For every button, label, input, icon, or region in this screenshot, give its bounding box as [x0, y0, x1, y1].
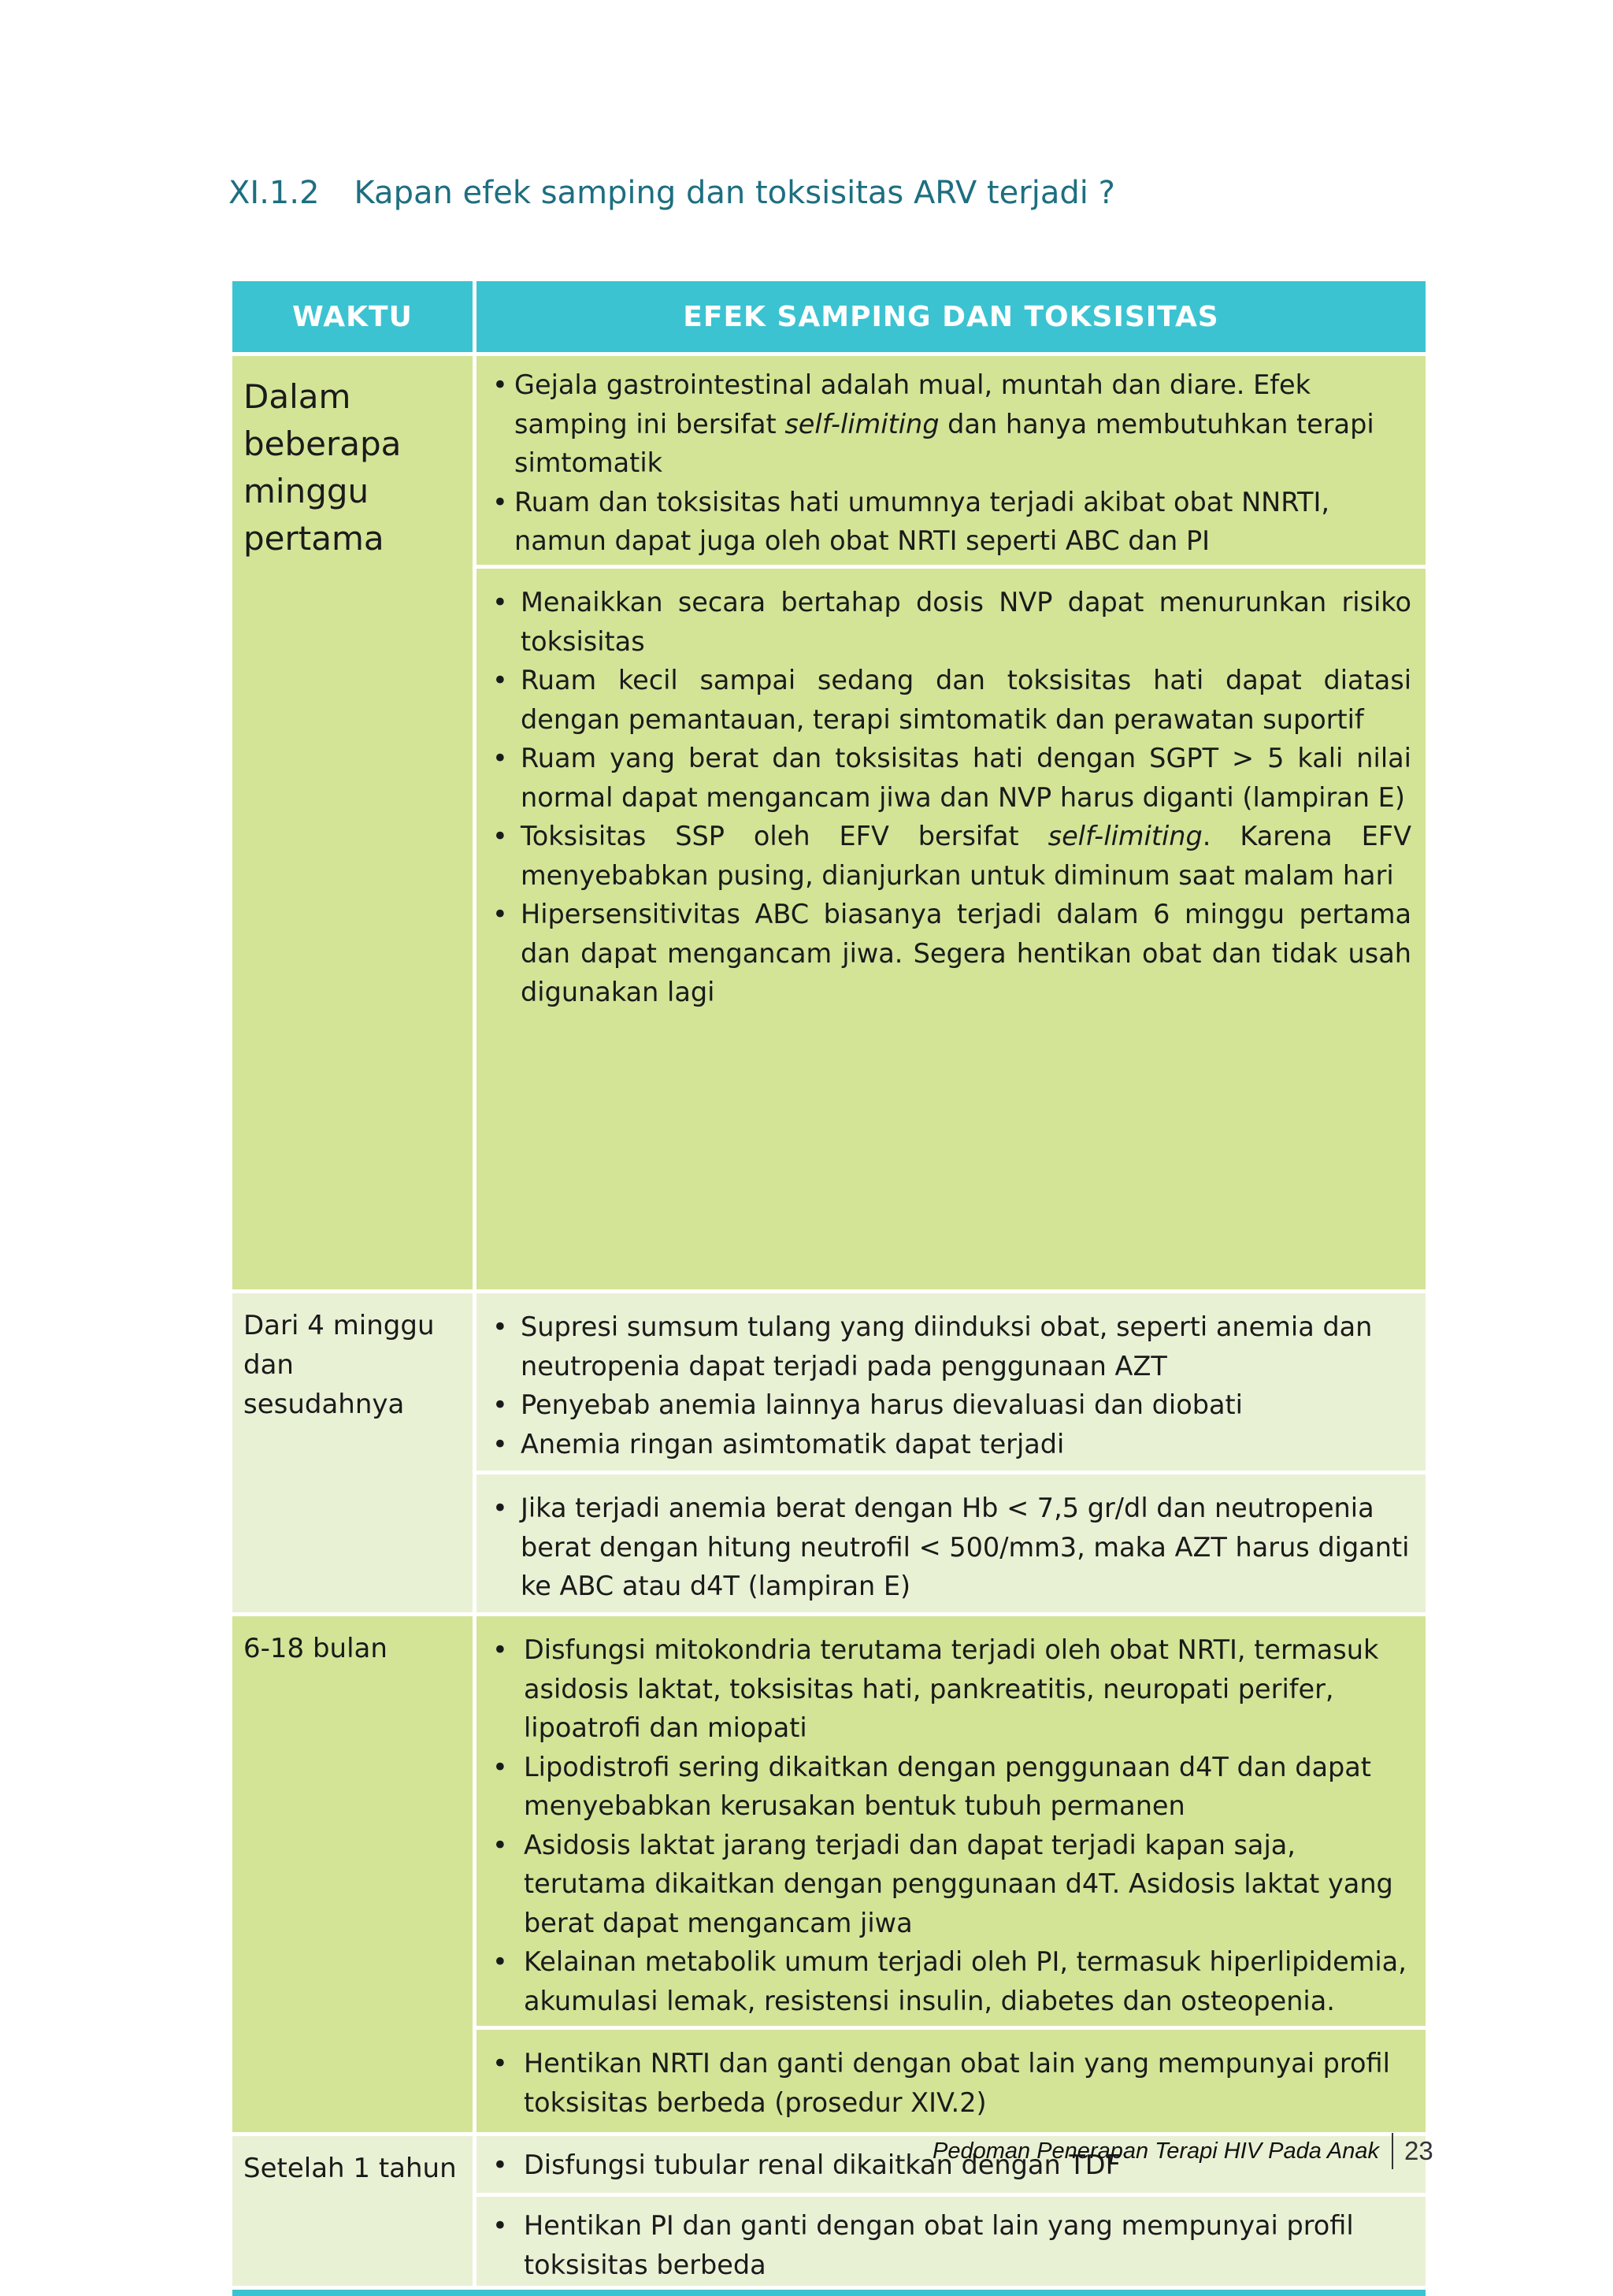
bullet-item: • Disfungsi mitokondria terutama terjadi oleh obat NRTI, termasuk asidosis laktat, toksisitas hati, pankreatitis, neuropati perifer, lipoatrofi dan miopati: [492, 1630, 1411, 1748]
waktu-line: Setelah 1 tahun: [243, 2153, 457, 2184]
header-waktu: WAKTU: [232, 281, 473, 352]
bullet-list: [492, 583, 1411, 1012]
bullet-item: • Lipodistrofi sering dikaitkan dengan penggunaan d4T dan dapat menyebabkan kerusakan bentuk tubuh permanen: [492, 1748, 1411, 1826]
bullet-item: • Ruam dan toksisitas hati umumnya terjadi akibat obat NNRTI, namun dapat juga oleh obat NRTI seperti ABC dan PI: [492, 483, 1411, 561]
page-number: 23: [1403, 2136, 1433, 2165]
header-efek: EFEK SAMPING DAN TOKSISITAS: [476, 281, 1426, 352]
bullet-item: • Menaikkan secara bertahap dosis NVP dapat menurunkan risiko toksisitas: [492, 583, 1411, 661]
waktu-line: Dari 4 minggu: [243, 1310, 435, 1341]
bullet-list: [492, 365, 1411, 561]
bullet-item: • Ruam yang berat dan toksisitas hati dengan SGPT > 5 kali nilai normal dapat mengancam jiwa dan NVP harus diganti (lampiran E): [492, 739, 1411, 817]
table-bottom-rule: [232, 2290, 1426, 2296]
efek-cell: [476, 1616, 1426, 2026]
bullet-list: [492, 1307, 1411, 1463]
waktu-line: 6-18 bulan: [243, 1633, 387, 1664]
waktu-cell-4-weeks: [232, 1293, 473, 1612]
waktu-line: minggu: [243, 472, 369, 510]
waktu-line: Dalam: [243, 377, 351, 416]
page-footer: [933, 2131, 1433, 2172]
waktu-cell-6-18-months: [232, 1616, 473, 2132]
bullet-item: • Hipersensitivitas ABC biasanya terjadi dalam 6 minggu pertama dan dapat mengancam jiwa. Segera hentikan obat dan tidak usah digunakan lagi: [492, 895, 1411, 1012]
efek-cell: [476, 569, 1426, 1289]
efek-cell: [476, 2030, 1426, 2132]
section-number: XI.1.2: [228, 175, 320, 211]
waktu-cell-weeks: [232, 356, 473, 1289]
waktu-line: dan sesudahnya: [243, 1349, 405, 1420]
bullet-list: [492, 1489, 1411, 1606]
bullet-item: • Supresi sumsum tulang yang diinduksi obat, seperti anemia dan neutropenia dapat terjadi pada penggunaan AZT: [492, 1307, 1411, 1385]
efek-cell: [476, 356, 1426, 565]
bullet-item: • Disfungsi tubular renal dikaitkan dengan TDF: [492, 2146, 1411, 2185]
bullet-item: • Hentikan PI dan ganti dengan obat lain yang mempunyai profil toksisitas berbeda: [492, 2206, 1411, 2284]
bullet-item: • Hentikan NRTI dan ganti dengan obat lain yang mempunyai profil toksisitas berbeda (prosedur XIV.2): [492, 2044, 1411, 2122]
bullet-item: • Asidosis laktat jarang terjadi dan dapat terjadi kapan saja, terutama dikaitkan dengan penggunaan d4T. Asidosis laktat yang berat dapat mengancam jiwa: [492, 1826, 1411, 1943]
bullet-list: [492, 1630, 1411, 2020]
bullet-item: • Ruam kecil sampai sedang dan toksisitas hati dapat diatasi dengan pemantauan, terapi simtomatik dan perawatan suportif: [492, 661, 1411, 739]
bullet-item: • Jika terjadi anemia berat dengan Hb < 7,5 gr/dl dan neutropenia berat dengan hitung neutrofil < 500/mm3, maka AZT harus diganti ke ABC atau d4T (lampiran E): [492, 1489, 1411, 1606]
bullet-item: • Gejala gastrointestinal adalah mual, muntah dan diare. Efek samping ini bersifat self-limiting dan hanya membutuhkan terapi simtomatik: [492, 365, 1411, 483]
bullet-item: • Anemia ringan asimtomatik dapat terjadi: [492, 1425, 1411, 1464]
bullet-item: • Toksisitas SSP oleh EFV bersifat self-limiting. Karena EFV menyebabkan pusing, dianjurkan untuk diminum saat malam hari: [492, 817, 1411, 895]
bullet-list: [492, 2206, 1411, 2284]
waktu-line: pertama: [243, 519, 384, 558]
efek-cell: [476, 1474, 1426, 1612]
waktu-cell-1-year: [232, 2136, 473, 2286]
waktu-line: beberapa: [243, 425, 402, 463]
section-heading: [228, 175, 1115, 211]
bullet-item: • Kelainan metabolik umum terjadi oleh PI, termasuk hiperlipidemia, akumulasi lemak, resistensi insulin, diabetes dan osteopenia.: [492, 1942, 1411, 2020]
section-title: Kapan efek samping dan toksisitas ARV terjadi ?: [354, 175, 1115, 211]
bullet-item: • Penyebab anemia lainnya harus dievaluasi dan diobati: [492, 1385, 1411, 1425]
efek-cell: [476, 1293, 1426, 1471]
bullet-list: [492, 2044, 1411, 2122]
footer-book-title: Pedoman Penerapan Terapi HIV Pada Anak: [933, 2138, 1379, 2164]
efek-cell: [476, 2197, 1426, 2286]
